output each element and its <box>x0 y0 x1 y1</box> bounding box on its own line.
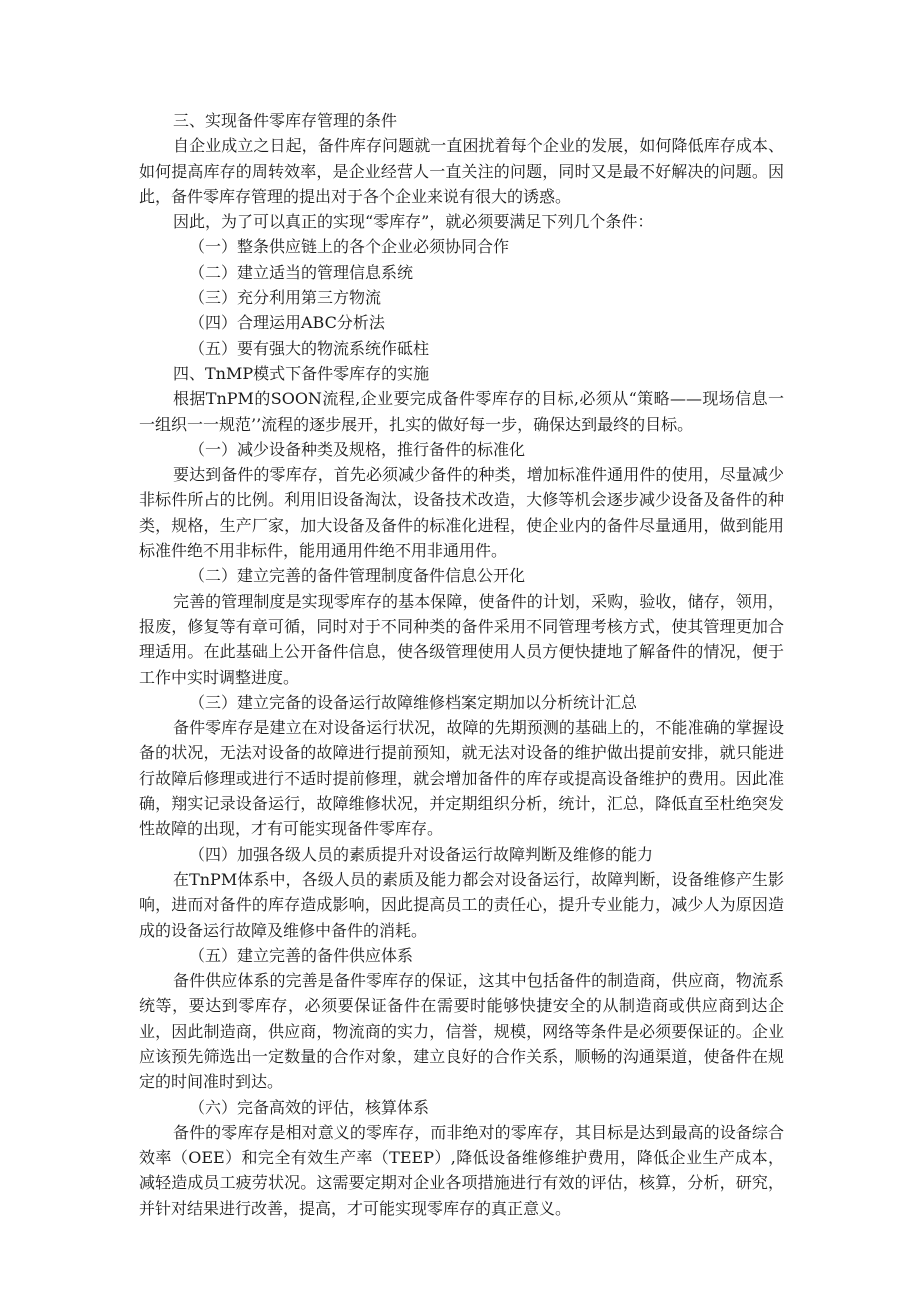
section-3-paragraph-1: 自企业成立之日起，备件库存问题就一直困扰着每个企业的发展，如何降低库存成本、如何提高库存的周转效率，是企业经营人一直关注的问题，同时又是最不好解决的问题。因此，备件零库存管理的提出对于各个企业来说有很大的诱惑。 <box>139 136 784 206</box>
subsection-5-body: 备件供应体系的完善是备件零库存的保证，这其中包括备件的制造商，供应商，物流系统等，要达到零库存，必须要保证备件在需要时能够快捷安全的从制造商或供应商到达企业，因此制造商，供应商，物流商的实力，信誉，规模，网络等条件是必须要保证的。企业应该预先筛选出一定数量的合作对象，建立良好的合作关系，顺畅的沟通渠道，使备件在规定的时间准时到达。 <box>139 971 784 1092</box>
condition-item-4: （四）合理运用ABC分析法 <box>189 313 385 333</box>
condition-item-2: （二）建立适当的管理信息系统 <box>189 262 414 282</box>
section-4-intro: 根据TnPM的SOON流程,企业要完成备件零库存的目标,必须从“策略——现场信息一一组织一一规范’’流程的逐步展开，扎实的做好每一步，确保达到最终的目标。 <box>139 389 784 434</box>
subsection-1-body: 要达到备件的零库存，首先必须减少备件的种类，增加标准件通用件的使用，尽量减少非标件所占的比例。利用旧设备淘汰，设备技术改造，大修等机会逐步减少设备及备件的种类，规格，生产厂家，加大设备及备件的标准化进程，使企业内的备件尽量通用，做到能用标准件绝不用非标件，能用通用件绝不用非通用件。 <box>139 465 784 561</box>
condition-item-1: （一）整条供应链上的各个企业必须协同合作 <box>189 237 510 257</box>
subsection-2-body: 完善的管理制度是实现零库存的基本保障，使备件的计划，采购，验收，储存，领用，报废，修复等有章可循，同时对于不同种类的备件采用不同管理考核方式，使其管理更加合理适用。在此基础上公开备件信息，使各级管理使用人员方便快捷地了解备件的情况，便于工作中实时调整进度。 <box>139 591 784 687</box>
subsection-5-title: （五）建立完善的备件供应体系 <box>189 945 414 965</box>
condition-item-5: （五）要有强大的物流系统作砥柱 <box>189 338 430 358</box>
subsection-6-title: （六）完备高效的评估，核算体系 <box>189 1097 430 1117</box>
condition-item-3: （三）充分利用第三方物流 <box>189 288 382 308</box>
subsection-2-title: （二）建立完善的备件管理制度备件信息公开化 <box>189 566 526 586</box>
subsection-3-title: （三）建立完备的设备运行故障维修档案定期加以分析统计汇总 <box>189 692 638 712</box>
subsection-4-title: （四）加强各级人员的素质提升对设备运行故障判断及维修的能力 <box>189 844 654 864</box>
subsection-1-title: （一）减少设备种类及规格，推行备件的标准化 <box>189 439 526 459</box>
subsection-3-body: 备件零库存是建立在对设备运行状况，故障的先期预测的基础上的，不能准确的掌握设备的状况，无法对设备的故障进行提前预知，就无法对设备的维护做出提前安排，就只能进行故障后修理或进行不适时提前修理，就会增加备件的库存或提高设备维护的费用。因此准确，翔实记录设备运行，故障维修状况，并定期组织分析，统计，汇总，降低直至杜绝突发性故障的出现，才有可能实现备件零库存。 <box>139 718 784 839</box>
section-3-heading: 三、实现备件零库存管理的条件 <box>173 111 398 130</box>
subsection-4-body: 在TnPM体系中，各级人员的素质及能力都会对设备运行，故障判断，设备维修产生影响，进而对备件的库存造成影响，因此提高员工的责任心，提升专业能力，减少人为原因造成的设备运行故障及维修中备件的消耗。 <box>139 869 784 940</box>
section-4-heading: 四、TnMP模式下备件零库存的实施 <box>173 363 430 383</box>
document-page <box>139 108 784 1221</box>
subsection-6-body: 备件的零库存是相对意义的零库存，而非绝对的零库存，其目标是达到最高的设备综合效率（OEE）和完全有效生产率（TEEP）,降低设备维修维护费用，降低企业生产成本，减轻造成员工疲劳状况。这需要定期对企业各项措施进行有效的评估，核算，分析，研究，并针对结果进行改善，提高，才可能实现零库存的真正意义。 <box>139 1122 784 1218</box>
section-3-paragraph-2: 因此，为了可以真正的实现“零库存”，就必须要满足下列几个条件： <box>173 212 654 232</box>
